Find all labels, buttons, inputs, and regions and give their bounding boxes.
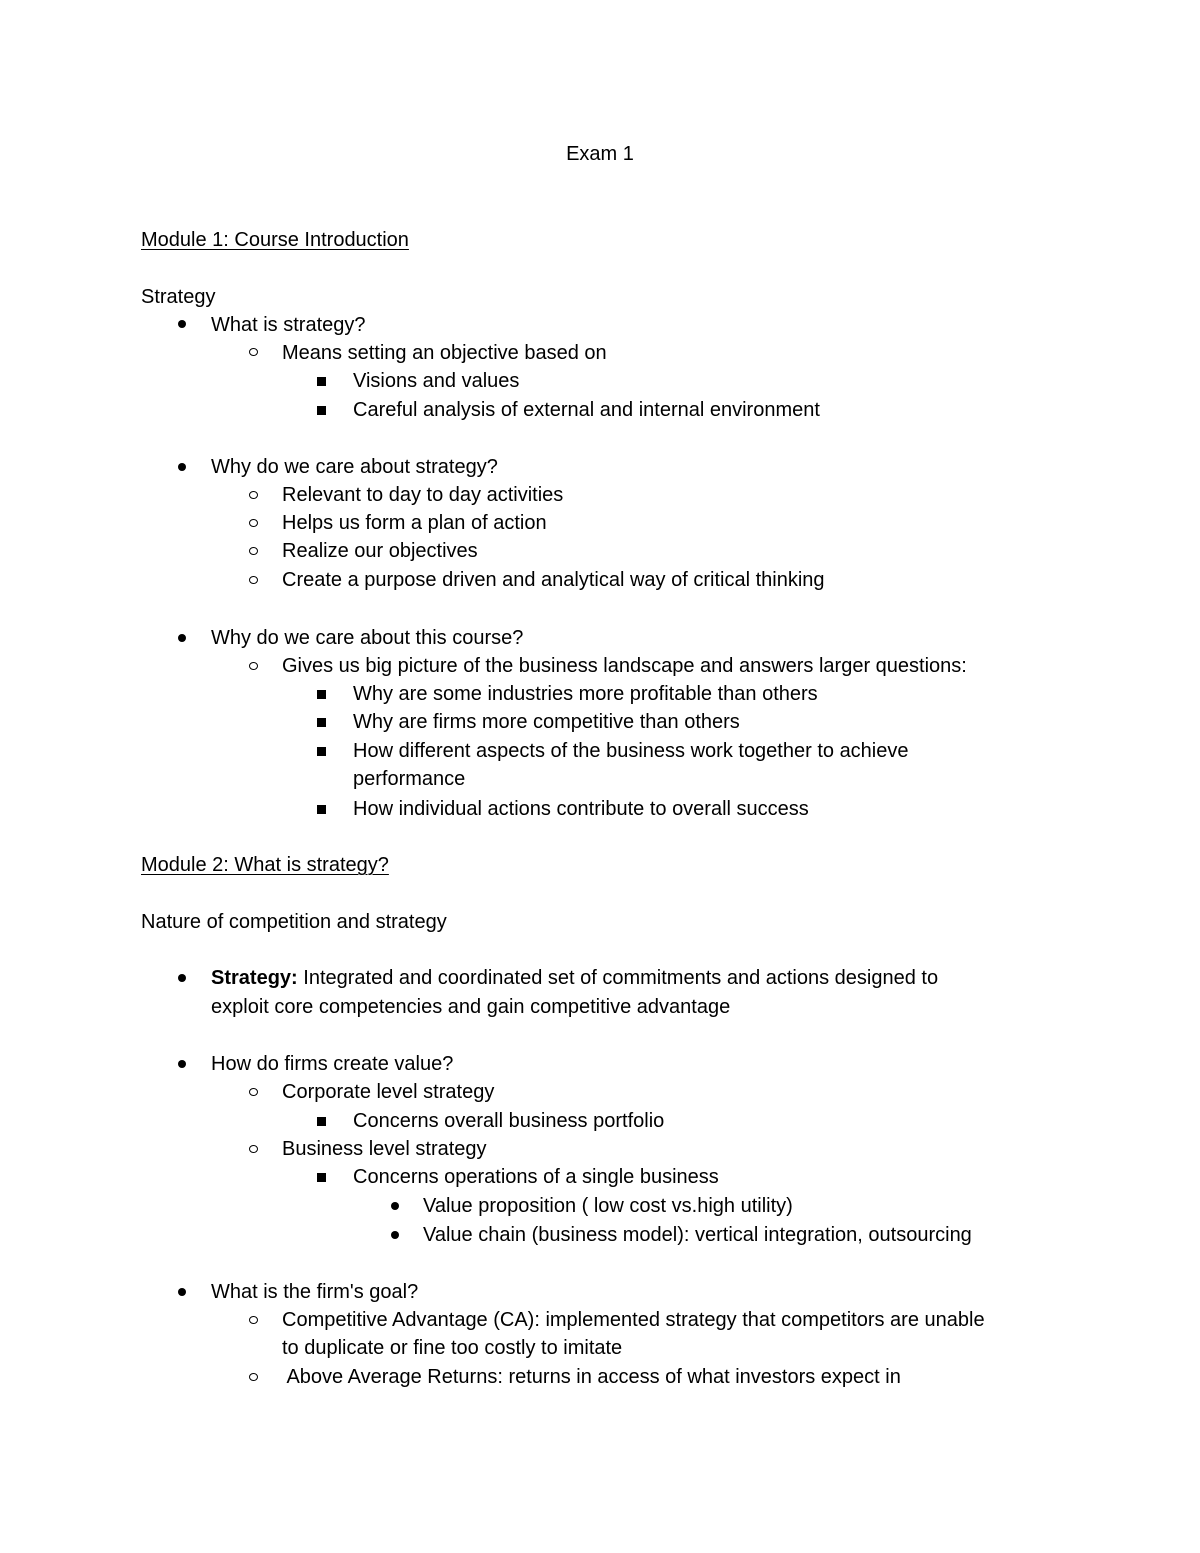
list-item: Business level strategy	[282, 1138, 487, 1160]
list-item: How different aspects of the business work together to achieve	[353, 740, 909, 762]
list-item: Value proposition ( low cost vs.high utility)	[423, 1195, 793, 1217]
bullet-icon	[178, 974, 186, 982]
module-1-heading: Module 1: Course Introduction	[141, 229, 409, 251]
bullet-icon	[178, 634, 186, 642]
list-item: Concerns overall business portfolio	[353, 1110, 665, 1132]
strategy-definition	[211, 966, 938, 990]
list-item: Corporate level strategy	[282, 1081, 495, 1103]
strategy-section-label: Strategy	[141, 286, 216, 308]
square-bullet-icon	[317, 1173, 326, 1182]
bullet-icon	[178, 463, 186, 471]
definition-text: Integrated and coordinated set of commitments and actions designed to	[297, 967, 939, 989]
list-item: Means setting an objective based on	[282, 342, 607, 364]
list-item: Careful analysis of external and internal environment	[353, 399, 820, 421]
list-item: Why do we care about this course?	[211, 627, 524, 649]
circle-bullet-icon	[249, 1316, 258, 1324]
list-item: Gives us big picture of the business landscape and answers larger questions:	[282, 655, 967, 677]
list-item: Why do we care about strategy?	[211, 456, 498, 478]
square-bullet-icon	[317, 1117, 326, 1126]
list-item: Relevant to day to day activities	[282, 484, 564, 506]
list-item: Concerns operations of a single business	[353, 1166, 719, 1188]
bullet-icon	[391, 1231, 399, 1239]
circle-bullet-icon	[249, 1145, 258, 1153]
circle-bullet-icon	[249, 519, 258, 527]
circle-bullet-icon	[249, 662, 258, 670]
list-item: Above Average Returns: returns in access of what investors expect in	[282, 1366, 901, 1388]
bullet-icon	[391, 1202, 399, 1210]
list-item: Value chain (business model): vertical integration, outsourcing	[423, 1224, 972, 1246]
bullet-icon	[178, 1288, 186, 1296]
nature-section-label: Nature of competition and strategy	[141, 911, 447, 933]
list-item: Competitive Advantage (CA): implemented strategy that competitors are unable	[282, 1309, 985, 1331]
list-item: Why are some industries more profitable than others	[353, 683, 818, 705]
module-2-heading: Module 2: What is strategy?	[141, 854, 389, 876]
list-item: How do firms create value?	[211, 1053, 454, 1075]
square-bullet-icon	[317, 377, 326, 386]
bullet-icon	[178, 1060, 186, 1068]
list-item: How individual actions contribute to overall success	[353, 798, 809, 820]
circle-bullet-icon	[249, 491, 258, 499]
square-bullet-icon	[317, 406, 326, 415]
document-title: Exam 1	[566, 143, 634, 165]
circle-bullet-icon	[249, 348, 258, 356]
list-item: Visions and values	[353, 370, 520, 392]
list-item-continuation: performance	[353, 768, 466, 790]
list-item: Helps us form a plan of action	[282, 512, 547, 534]
bullet-icon	[178, 320, 186, 328]
definition-term: Strategy:	[211, 967, 298, 989]
list-item: Realize our objectives	[282, 540, 478, 562]
definition-continuation: exploit core competencies and gain competitive advantage	[211, 996, 731, 1018]
circle-bullet-icon	[249, 576, 258, 584]
circle-bullet-icon	[249, 1088, 258, 1096]
circle-bullet-icon	[249, 1373, 258, 1381]
list-item-continuation: to duplicate or fine too costly to imitate	[282, 1337, 623, 1359]
square-bullet-icon	[317, 805, 326, 814]
square-bullet-icon	[317, 690, 326, 699]
square-bullet-icon	[317, 718, 326, 727]
list-item: What is the firm's goal?	[211, 1281, 419, 1303]
square-bullet-icon	[317, 747, 326, 756]
circle-bullet-icon	[249, 547, 258, 555]
list-item: Why are firms more competitive than others	[353, 711, 740, 733]
list-item: Create a purpose driven and analytical way of critical thinking	[282, 569, 825, 591]
list-item: What is strategy?	[211, 314, 366, 336]
